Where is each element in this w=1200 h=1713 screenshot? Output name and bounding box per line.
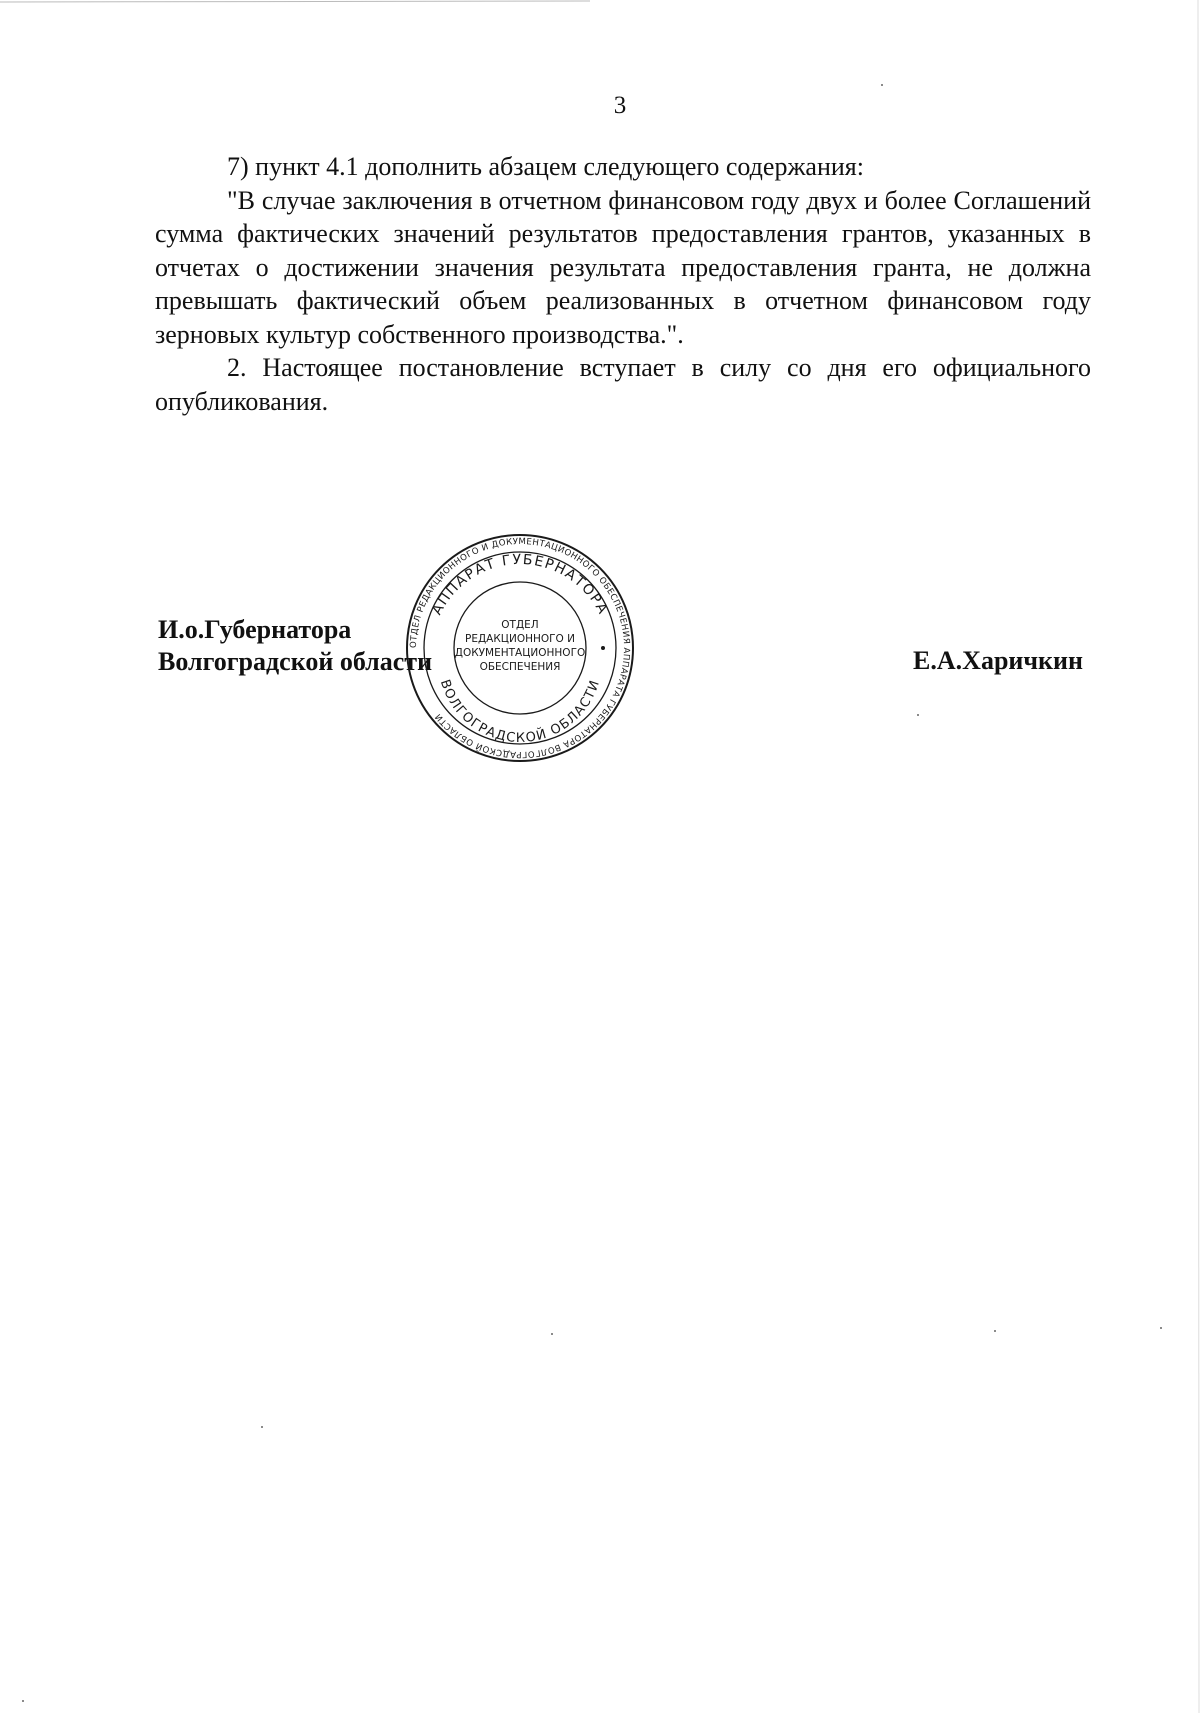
page-number: 3	[613, 92, 627, 119]
seal-center-line2: РЕДАКЦИОННОГО И	[465, 633, 575, 645]
signatory-name: Е.А.Харичкин	[913, 646, 1083, 675]
paragraph-amendment-text: "В случае заключения в отчетном финансовом году двух и более Соглашений сумма фактических значений результатов предоставления грантов, указанных в отчетах о достижении значения результата предоставления гранта, не должна превышать фактический объем реализованных в отчетном финансовом году зерновых культур собственного производства.".	[155, 185, 1091, 349]
official-seal	[404, 532, 636, 764]
seal-middle-ring-top: АППАРАТ ГУБЕРНАТОРА	[429, 551, 611, 618]
scan-speck	[994, 1330, 996, 1332]
seal-outer-ring-text: ОТДЕЛ РЕДАКЦИОННОГО И ДОКУМЕНТАЦИОННОГО ОБЕСПЕЧЕНИЯ АППАРАТА ГУБЕРНАТОРА ВОЛГОГРАДСКОЙ ОБЛАСТИ	[408, 536, 632, 760]
seal-center-line3: ДОКУМЕНТАЦИОННОГО	[454, 647, 586, 659]
document-body	[155, 150, 1091, 418]
signatory-position-line1: И.о.Губернатора	[158, 615, 352, 644]
scan-speck	[917, 714, 919, 716]
scan-speck	[261, 1426, 263, 1428]
paragraph-amendment-item: 7) пункт 4.1 дополнить абзацем следующего содержания:	[227, 152, 864, 181]
signatory-position	[158, 614, 432, 678]
seal-star-mark	[601, 646, 605, 650]
scan-speck	[22, 1700, 24, 1702]
seal-center-line1: ОТДЕЛ	[501, 619, 539, 631]
scan-speck	[881, 84, 883, 86]
signatory-position-line2: Волгоградской области	[158, 647, 433, 676]
paragraph-effective-date: 2. Настоящее постановление вступает в силу со дня его официального опубликования.	[155, 353, 1091, 416]
scan-speck	[551, 1333, 553, 1335]
scan-speck	[1160, 1327, 1162, 1329]
seal-center-line4: ОБЕСПЕЧЕНИЯ	[479, 661, 561, 673]
seal-middle-ring-bottom: ВОЛГОГРАДСКОЙ ОБЛАСТИ	[436, 677, 604, 747]
